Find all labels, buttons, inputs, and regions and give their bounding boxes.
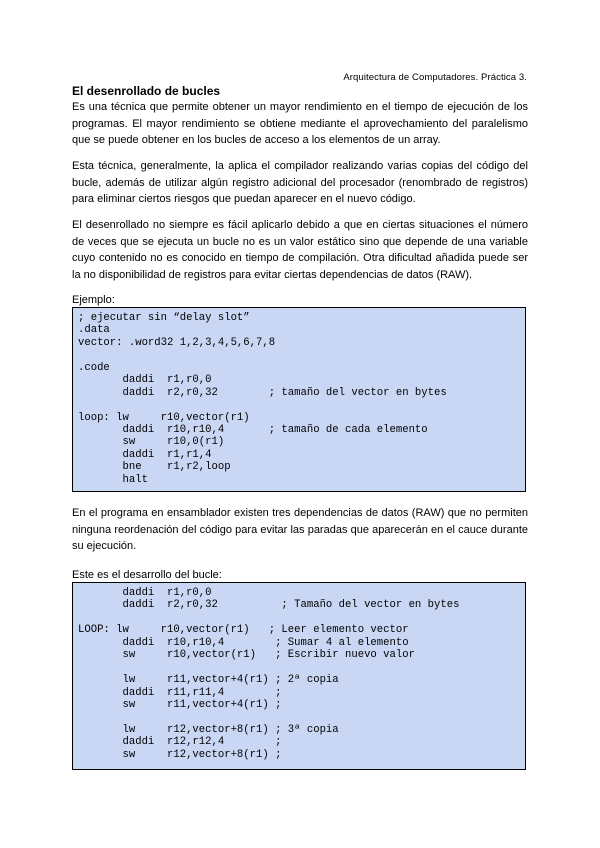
code-line: daddi r10,r10,4 ; tamaño de cada elemento	[78, 423, 428, 436]
paragraph-compiler: Esta técnica, generalmente, la aplica el compilador realizando varias copias del código del bucle, además de utilizar algún registro adicional del procesador (renombrado de registros) para eliminar ciertos riesgos que puedan aparecer en el nuevo código.	[72, 160, 528, 205]
code-line: daddi r12,r12,4 ;	[78, 736, 282, 749]
code-line: sw r11,vector+4(r1) ;	[78, 698, 282, 711]
unroll-label: Este es el desarrollo del bucle:	[72, 569, 222, 581]
code-line	[78, 662, 520, 674]
code-line	[78, 711, 520, 723]
code-lines	[78, 312, 520, 486]
code-lines	[78, 587, 520, 761]
code-line: daddi r2,r0,32 ; Tamaño del vector en bytes	[78, 599, 460, 612]
paragraph-difficulty: El desenrollado no siempre es fácil aplicarlo debido a que en ciertas situaciones el número de veces que se ejecuta un bucle no es un valor estático sino que depende de una variable cuyo contenido no es conocido en tiempo de compilación. Otra dificultad añadida puede ser la no disponibilidad de registros para evitar ciertas dependencias de datos (RAW).	[72, 219, 528, 281]
code-line: sw r12,vector+8(r1) ;	[78, 748, 282, 761]
code-block-unrolled	[72, 582, 526, 770]
code-line: daddi r1,r1,4	[78, 448, 212, 461]
code-line	[78, 612, 520, 624]
code-line: bne r1,r2,loop	[78, 461, 231, 474]
code-line: vector: .word32 1,2,3,4,5,6,7,8	[78, 336, 276, 349]
code-line: lw r11,vector+4(r1) ; 2ª copia	[78, 674, 339, 687]
code-line: .code	[78, 361, 110, 374]
paragraph-intro: Es una técnica que permite obtener un mayor rendimiento en el tiempo de ejecución de los programas. El mayor rendimiento se obtiene mediante el aprovechamiento del paralelismo que se puede obtener en los bucles de acceso a los elementos de un array.	[72, 101, 528, 146]
code-line: halt	[78, 473, 148, 486]
code-line	[78, 399, 520, 411]
code-line: daddi r2,r0,32 ; tamaño del vector en bytes	[78, 386, 447, 399]
page-header: Arquitectura de Computadores. Práctica 3.	[343, 72, 527, 83]
code-line: sw r10,0(r1)	[78, 436, 225, 449]
code-block-example	[72, 307, 526, 492]
code-line: LOOP: lw r10,vector(r1) ; Leer elemento vector	[78, 624, 409, 637]
code-line: daddi r1,r0,0	[78, 374, 212, 387]
code-line: loop: lw r10,vector(r1)	[78, 411, 250, 424]
code-line: daddi r11,r11,4 ;	[78, 686, 282, 699]
section-title: El desenrollado de bucles	[72, 84, 221, 98]
code-line: .data	[78, 324, 110, 337]
code-line: ; ejecutar sin “delay slot”	[78, 312, 250, 324]
code-line: lw r12,vector+8(r1) ; 3ª copia	[78, 723, 339, 736]
code-line: daddi r1,r0,0	[78, 587, 212, 599]
paragraph-dependencies: En el programa en ensamblador existen tres dependencias de datos (RAW) que no permiten ninguna reordenación del código para evitar las paradas que aparecerán en el cauce durante su ejecución.	[72, 507, 528, 552]
code-line	[78, 349, 520, 361]
code-line: daddi r10,r10,4 ; Sumar 4 al elemento	[78, 636, 409, 649]
example-label: Ejemplo:	[72, 294, 115, 306]
code-line: sw r10,vector(r1) ; Escribir nuevo valor	[78, 649, 415, 662]
